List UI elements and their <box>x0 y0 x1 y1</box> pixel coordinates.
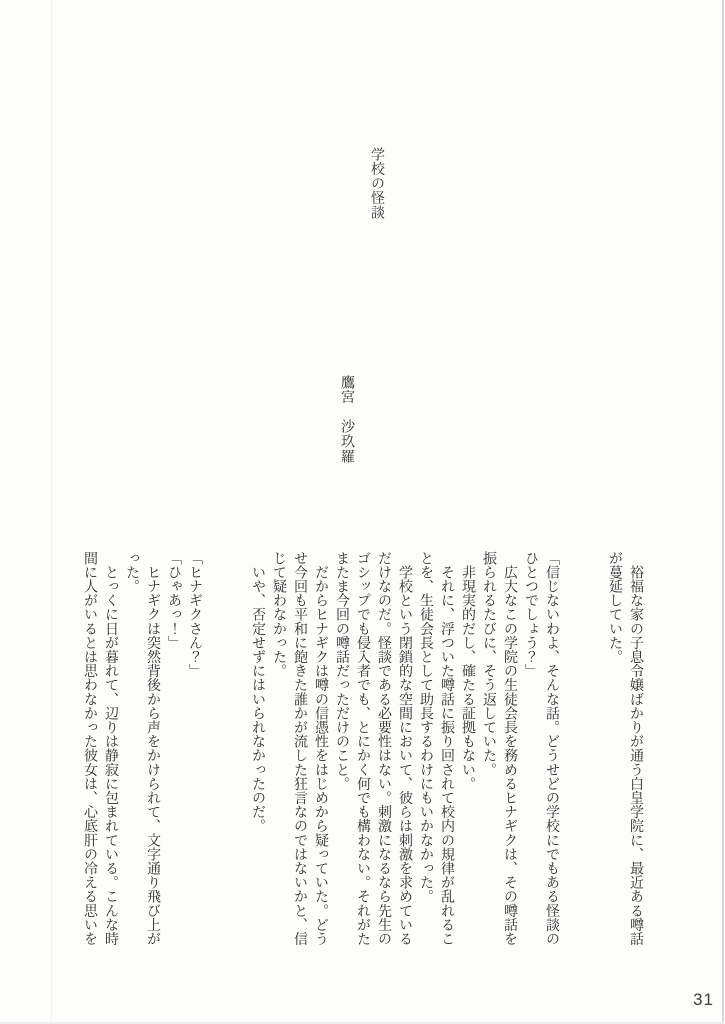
page-edge-line <box>722 0 724 1024</box>
text-line: いや、否定せずにはいられなかったのだ。 <box>250 551 265 833</box>
text-line: 振られるたびに、そう返していた。 <box>481 551 496 777</box>
text-line: 広大なこの学院の生徒会長を務めるヒナギクは、その噂話を <box>502 551 517 946</box>
text-line: 「ひゃあっ！」 <box>166 551 181 650</box>
text-line: 裕福な家の子息令嬢ばかりが通う白皇学院に、最近ある噂話 <box>628 551 643 946</box>
text-line <box>205 551 226 953</box>
text-line: 非現実的だし、確たる証拠もない。 <box>460 551 475 791</box>
text-line: 「ヒナギクさん？」 <box>187 551 202 678</box>
text-line: 学校という閉鎖的な空間において、彼らは刺激を求めている <box>397 551 412 946</box>
page-number: 31 <box>693 990 714 1009</box>
text-line: またま今回の噂話だっただけのこと。 <box>334 551 349 791</box>
text-line: それに、浮ついた噂話に振り回されて校内の規律が乱れるこ <box>439 551 454 946</box>
text-line: ひとつでしょう？」 <box>523 551 538 678</box>
story-body-text <box>79 551 646 953</box>
text-line: 「信じないわよ、そんな話。どうせどの学校にでもある怪談の <box>544 551 559 946</box>
text-line: とっくに日が暮れて、辺りは静寂に包まれている。こんな時 <box>103 551 118 946</box>
text-line: だからヒナギクは噂の信憑性をはじめから疑っていた。どう <box>313 551 328 946</box>
author-name: 鷹宮 沙玖羅 <box>339 375 354 464</box>
text-line: だけなのだ。怪談である必要性はない。刺激になるなら先生の <box>376 551 391 946</box>
text-line <box>226 551 247 953</box>
text-line: った。 <box>124 551 139 594</box>
scan-artifact-line <box>51 0 52 1024</box>
text-line: ゴシップでも侵入者でも、とにかく何でも構わない。それがた <box>355 551 370 946</box>
text-line: せ今回も平和に飽きた誰かが流した狂言なのではないかと、信 <box>292 551 307 946</box>
text-line: じて疑わなかった。 <box>271 551 286 678</box>
text-line <box>583 551 604 953</box>
text-line <box>562 551 583 953</box>
text-line: が蔓延していた。 <box>607 551 622 664</box>
story-title: 学校の怪談 <box>369 147 384 220</box>
text-line: 間に人がいるとは思わなかった彼女は、心底肝の冷える思いを <box>82 551 97 946</box>
text-line: ヒナギクは突然背後から声をかけられて、文字通り飛び上が <box>145 551 160 946</box>
text-line: とを、生徒会長として助長するわけにもいかなかった。 <box>418 551 433 904</box>
